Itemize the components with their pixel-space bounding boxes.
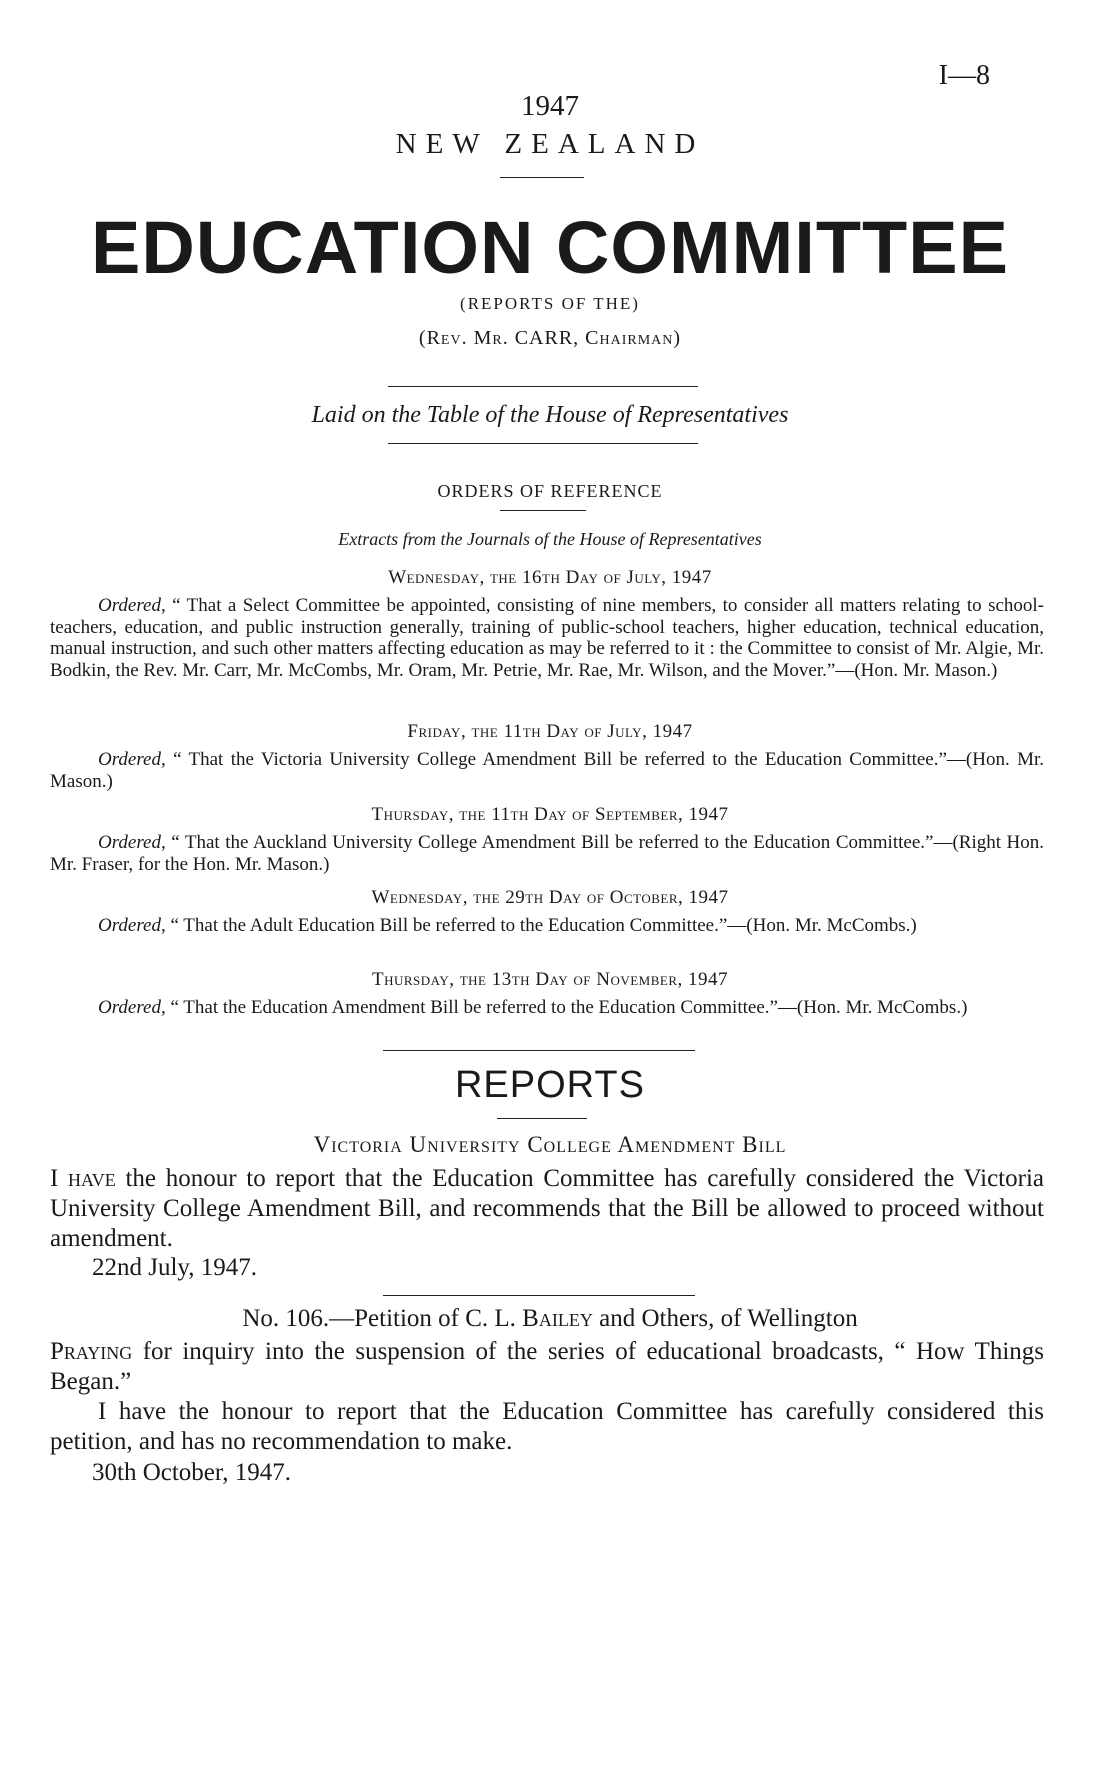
order-date: Thursday, the 13th Day of November, 1947 — [371, 969, 729, 990]
order-text — [50, 749, 1044, 792]
page-code: I—8 — [938, 60, 990, 91]
divider — [500, 177, 584, 178]
country: NEW ZEALAND — [395, 128, 705, 160]
laid-line: Laid on the Table of the House of Representatives — [311, 402, 789, 428]
ordered-label: Ordered, — [98, 595, 166, 616]
prayer-lead: Praying — [50, 1338, 133, 1365]
report-lead: I have — [50, 1165, 116, 1192]
year: 1947 — [521, 90, 579, 122]
chairman-line: (Rev. Mr. CARR, Chairman) — [418, 327, 682, 349]
order-date: Friday, the 11th Day of July, 1947 — [407, 721, 693, 742]
document-page — [50, 0, 1050, 1781]
report-date: 22nd July, 1947. — [92, 1254, 258, 1281]
petitioner-name: Bailey — [522, 1305, 593, 1332]
divider — [383, 1295, 695, 1296]
divider — [388, 443, 698, 444]
divider — [388, 386, 698, 387]
divider — [497, 1118, 587, 1119]
petition-title-suffix: and Others, of Wellington — [599, 1305, 858, 1332]
order-text — [50, 595, 1044, 681]
report-title: Victoria University College Amendment Bill — [313, 1132, 787, 1157]
extracts-line: Extracts from the Journals of the House of Representatives — [338, 529, 762, 549]
report-date: 30th October, 1947. — [92, 1459, 291, 1486]
order-body: “ That the Victoria University College Amendment Bill be referred to the Education Committee.”—(Hon. Mr. Mason.) — [50, 749, 1045, 792]
report-text — [50, 1164, 1044, 1254]
divider — [500, 510, 586, 511]
orders-heading: ORDERS OF REFERENCE — [437, 481, 663, 501]
petition-prayer — [50, 1337, 1044, 1397]
order-date: Wednesday, the 29th Day of October, 1947 — [371, 887, 729, 908]
order-body: “ That the Adult Education Bill be referred to the Education Committee.”—(Hon. Mr. McCombs.) — [170, 915, 917, 936]
petition-title — [50, 1305, 1050, 1333]
order-body: “ That the Education Amendment Bill be referred to the Education Committee.”—(Hon. Mr. McCombs.) — [170, 997, 968, 1018]
order-body: “ That the Auckland University College Amendment Bill be referred to the Education Committee.”—(Right Hon. Mr. Fraser, for the Hon. Mr. Mason.) — [50, 832, 1044, 875]
ordered-label: Ordered, — [98, 915, 166, 936]
order-date: Wednesday, the 16th Day of July, 1947 — [388, 567, 712, 588]
report-body: the honour to report that the Education Committee has carefully considered the Victoria University College Amendment Bill, and recommends that the Bill be allowed to proceed without amendment. — [50, 1165, 1044, 1252]
divider — [383, 1050, 695, 1051]
ordered-label: Ordered, — [98, 997, 166, 1018]
petition-title-prefix: No. 106.—Petition of C. L. — [242, 1305, 516, 1332]
reports-heading: REPORTS — [454, 1064, 645, 1106]
document-title: EDUCATION COMMITTEE — [91, 206, 1009, 289]
petition-report-text: I have the honour to report that the Education Committee has carefully considered this petition, and has no recommendation to make. — [50, 1398, 1044, 1455]
order-text — [50, 997, 1044, 1019]
ordered-label: Ordered, — [98, 832, 166, 853]
order-text — [50, 915, 1044, 937]
order-date: Thursday, the 11th Day of September, 1947 — [371, 804, 729, 825]
ordered-label: Ordered, — [98, 749, 166, 770]
subtitle: (REPORTS OF THE) — [460, 294, 640, 313]
order-body: “ That a Select Committee be appointed, consisting of nine members, to consider all matters relating to school-teachers, education, and public instruction generally, training of public-school teachers, higher education, technical education, manual instruction, and such other matters affecting education as may be referred to it : the Committee to consist of Mr. Algie, Mr. Bodkin, the Rev. Mr. Carr, Mr. McCombs, Mr. Oram, Mr. Petrie, Mr. Rae, Mr. Wilson, and the Mover.”—(Hon. Mr. Mason.) — [50, 595, 1044, 681]
prayer-body: for inquiry into the suspension of the series of educational broadcasts, “ How Things Began.” — [50, 1338, 1044, 1395]
order-text — [50, 832, 1044, 875]
